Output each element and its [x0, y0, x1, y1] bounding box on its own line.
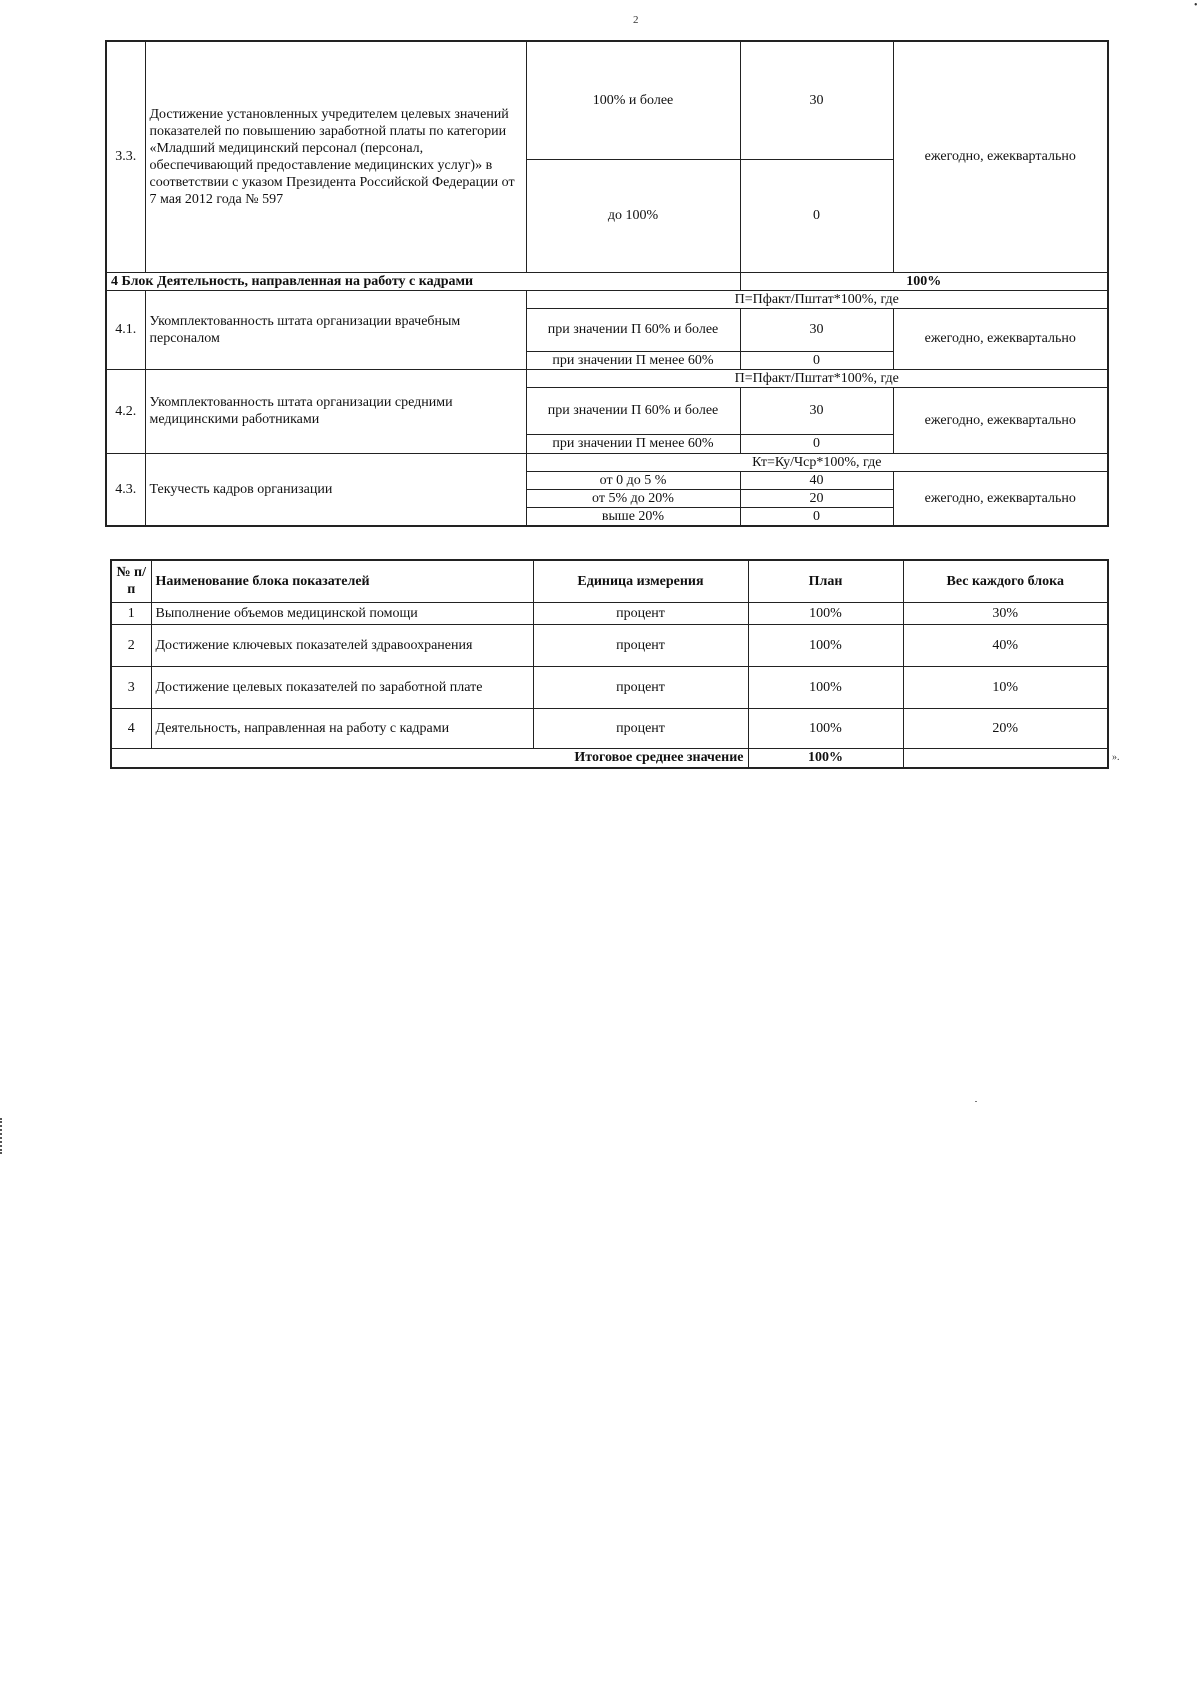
row-number: 3.3. — [106, 41, 145, 272]
header-unit: Единица измерения — [533, 560, 748, 602]
formula-cell: П=Пфакт/Пштат*100%, где — [526, 369, 1108, 387]
condition-cell: при значении П 60% и более — [526, 308, 740, 351]
row-name: Достижение целевых показателей по заработной плате — [151, 666, 533, 708]
points-cell: 0 — [740, 351, 893, 369]
condition-cell: выше 20% — [526, 507, 740, 526]
table-row — [106, 290, 1108, 308]
row-unit: процент — [533, 708, 748, 748]
indicators-table — [105, 40, 1109, 527]
period-cell: ежегодно, ежеквартально — [893, 471, 1108, 526]
table-row — [111, 602, 1108, 624]
formula-cell: Кт=Ку/Чср*100%, где — [526, 453, 1108, 471]
points-cell: 40 — [740, 471, 893, 489]
row-weight: 20% — [903, 708, 1108, 748]
table-row — [106, 41, 1108, 159]
condition-cell: от 5% до 20% — [526, 489, 740, 507]
row-plan: 100% — [748, 666, 903, 708]
row-plan: 100% — [748, 624, 903, 666]
header-plan: План — [748, 560, 903, 602]
condition-cell: при значении П менее 60% — [526, 351, 740, 369]
period-cell: ежегодно, ежеквартально — [893, 387, 1108, 453]
points-cell: 0 — [740, 507, 893, 526]
table-row — [111, 666, 1108, 708]
row-name: Достижение ключевых показателей здравоохранения — [151, 624, 533, 666]
row-number: 4.1. — [106, 290, 145, 369]
header-name: Наименование блока показателей — [151, 560, 533, 602]
row-name: Выполнение объемов медицинской помощи — [151, 602, 533, 624]
row-plan: 100% — [748, 708, 903, 748]
indicator-description: Достижение установленных учредителем целевых значений показателей по повышению заработной платы по категории «Младший медицинский персонал (персонал, обеспечивающий предоставление медицинских услуг)» в соответствии с указом Президента Российской Федерации от 7 мая 2012 года № 597 — [145, 41, 526, 272]
block-weight: 100% — [740, 272, 1108, 290]
condition-cell: при значении П 60% и более — [526, 387, 740, 434]
table-row — [111, 624, 1108, 666]
points-cell: 30 — [740, 41, 893, 159]
row-num: 2 — [111, 624, 151, 666]
row-num: 4 — [111, 708, 151, 748]
header-weight: Вес каждого блока — [903, 560, 1108, 602]
total-label: Итоговое среднее значение — [111, 748, 748, 768]
points-cell: 30 — [740, 387, 893, 434]
row-num: 3 — [111, 666, 151, 708]
block-title: 4 Блок Деятельность, направленная на работу с кадрами — [106, 272, 740, 290]
summary-table — [110, 559, 1109, 769]
page-mark: 2 — [633, 14, 639, 26]
row-weight: 30% — [903, 602, 1108, 624]
period-cell: ежегодно, ежеквартально — [893, 308, 1108, 369]
points-cell: 0 — [740, 434, 893, 453]
row-number: 4.3. — [106, 453, 145, 526]
row-weight: 10% — [903, 666, 1108, 708]
total-weight-empty — [903, 748, 1108, 768]
row-unit: процент — [533, 666, 748, 708]
row-unit: процент — [533, 624, 748, 666]
block-header-row — [106, 272, 1108, 290]
row-number: 4.2. — [106, 369, 145, 453]
points-cell: 0 — [740, 159, 893, 272]
condition-cell: от 0 до 5 % — [526, 471, 740, 489]
row-num: 1 — [111, 602, 151, 624]
scan-speck — [975, 1101, 977, 1102]
row-weight: 40% — [903, 624, 1108, 666]
row-name: Деятельность, направленная на работу с кадрами — [151, 708, 533, 748]
condition-cell: при значении П менее 60% — [526, 434, 740, 453]
summary-header-row — [111, 560, 1108, 602]
row-plan: 100% — [748, 602, 903, 624]
condition-cell: до 100% — [526, 159, 740, 272]
points-cell: 30 — [740, 308, 893, 351]
table-row — [106, 453, 1108, 471]
table-row — [106, 369, 1108, 387]
total-row — [111, 748, 1108, 768]
formula-cell: П=Пфакт/Пштат*100%, где — [526, 290, 1108, 308]
indicator-description: Укомплектованность штата организации средними медицинскими работниками — [145, 369, 526, 453]
period-cell: ежегодно, ежеквартально — [893, 41, 1108, 272]
row-unit: процент — [533, 602, 748, 624]
points-cell: 20 — [740, 489, 893, 507]
edge-speck: • — [1194, 0, 1198, 11]
header-num: № п/п — [111, 560, 151, 602]
end-mark: ». — [1112, 752, 1120, 763]
table-row — [111, 708, 1108, 748]
indicator-description: Укомплектованность штата организации врачебным персоналом — [145, 290, 526, 369]
condition-cell: 100% и более — [526, 41, 740, 159]
indicator-description: Текучесть кадров организации — [145, 453, 526, 526]
scan-edge-marks — [0, 1118, 4, 1154]
total-plan: 100% — [748, 748, 903, 768]
